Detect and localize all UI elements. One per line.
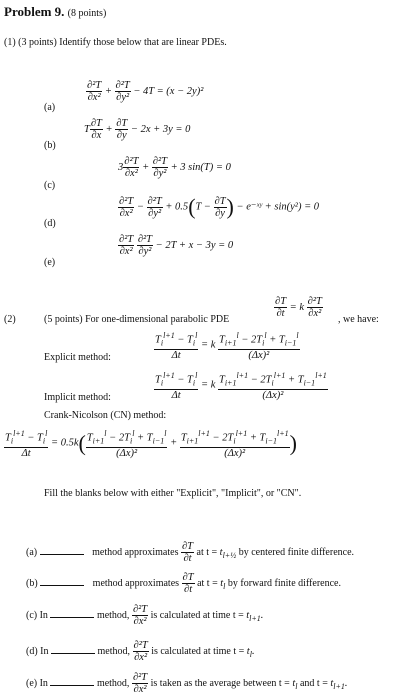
blank-e-text: method, <box>96 677 130 689</box>
cn-coef: = 0.5k <box>50 437 79 449</box>
blank-b-tail: by forward finite difference. <box>227 577 341 589</box>
item-c-label: (c) <box>44 180 56 191</box>
problem-points: (8 points) <box>67 8 107 19</box>
blank-c-row: (c) In method, $\frac{\text{∂²T}}{\text{∂x²}}$ is calculated at time $t = t_{l+1}$. <box>26 604 264 627</box>
blank-a-input[interactable] <box>40 545 84 555</box>
blank-d-input[interactable] <box>51 644 95 654</box>
item-a-rest: − 4T = (x − 2y)² <box>133 85 204 97</box>
explicit-label: Explicit method: <box>44 352 111 363</box>
blank-d-tail: is calculated at time t = <box>151 645 245 657</box>
explicit-equation: $\frac{T_i^{l+1} - T_i^l}{\Delta t}$ = k $\frac{T_{i+1}^l - 2T_i^l + T_{i-1}^l}{\text{(Δx)²}}$ <box>155 331 299 361</box>
blank-c-tail: is calculated at time t = <box>150 609 244 621</box>
blank-a-label: (a) <box>26 546 38 558</box>
item-d-equation: $\frac{\text{∂²T}}{\text{∂x²}}$ − $\frac{\text{∂²T}}{\text{∂y²}}$ + 0.5(T − $\frac{\partial T}{\partial y}$ ) − e⁻ˣʸ + sin(y²) = 0 <box>119 194 320 219</box>
part2-intro-text: (5 points) For one-dimensional parabolic PDE <box>44 314 230 325</box>
item-d-rest2: − e⁻ˣʸ + sin(y²) = 0 <box>236 201 320 213</box>
part2-label: (2) <box>4 314 16 325</box>
blank-a-text: method approximates <box>92 546 179 558</box>
item-d-rest: + 0.5 <box>165 201 189 213</box>
item-b-rest: − 2x + 3y = 0 <box>130 123 191 135</box>
blank-e-tail2: and t = <box>299 677 328 689</box>
blank-c-input[interactable] <box>50 608 94 618</box>
blank-d-text: method, <box>97 645 130 657</box>
item-e-label: (e) <box>44 257 56 268</box>
implicit-label: Implicit method: <box>44 392 111 403</box>
cn-equation: $\frac{T_i^{l+1} - T_i^l}{\Delta t}$ = 0.5k( $\frac{T_{i+1}^l - 2T_i^l + T_{i-1}^l}{\text{(Δx)²}}$ + $\frac{T_{i+1}^{l+1} - 2T_i^{l+1} + T_{i-1}^{l+1}}{\text{(Δx)²}}$ ) <box>5 429 297 459</box>
blank-c-text: method, <box>96 609 130 621</box>
blank-a-tail: by centered finite difference. <box>238 546 355 558</box>
cn-label: Crank-Nicolson (CN) method: <box>44 410 167 421</box>
item-e-rest: − 2T + x − 3y = 0 <box>155 239 234 251</box>
item-e-equation: $\frac{\text{∂²T}}{\text{∂x²}}$ $\frac{\text{∂²T}}{\text{∂y²}}$ − 2T + x − 3y = 0 <box>119 234 234 257</box>
blank-b-label: (b) <box>26 577 38 589</box>
parabolic-pde: $\frac{\partial T}{\partial t}$ = k $\frac{\text{∂²T}}{\text{∂x²}}$ <box>275 296 322 319</box>
item-a-equation: $\frac{\text{∂²T}}{\text{∂x²}}$ + $\frac{\text{∂²T}}{\text{∂y²}}$ − 4T = (x − 2y)² <box>87 80 204 103</box>
item-d-label: (d) <box>44 218 56 229</box>
blank-e-row: (e) In method, $\frac{\text{∂²T}}{\text{∂x²}}$ is taken as the average between $t = t_l$ and $t = t_{l+1}$. <box>26 672 348 695</box>
blank-c-label: (c) In <box>26 609 48 621</box>
part2-intro <box>44 314 229 325</box>
item-c-rest: + 3 sin(T) = 0 <box>170 161 231 173</box>
blank-e-label: (e) In <box>26 677 48 689</box>
problem-title: Problem 9. <box>4 4 65 19</box>
blank-a-row: (a) method approximates $\frac{\partial T}{\partial t}$ at $t = t_{l+\frac{1}{2}}$ by centered finite difference. <box>26 541 355 564</box>
blank-a-at: at t = <box>196 546 218 558</box>
item-a-label: (a) <box>44 102 56 113</box>
blank-b-input[interactable] <box>40 576 84 586</box>
item-b-equation: T $\frac{\partial T}{\partial x}$ + $\frac{\partial T}{\partial y}$ − 2x + 3y = 0 <box>84 118 191 141</box>
item-c-equation: 3 $\frac{\text{∂²T}}{\text{∂x²}}$ + $\frac{\text{∂²T}}{\text{∂y²}}$ + 3 sin(T) = 0 <box>118 156 231 179</box>
part2-intro-end: , we have: <box>338 314 379 325</box>
blank-b-text: method approximates <box>92 577 180 589</box>
part1-heading: (1) (3 points) Identify those below that are linear PDEs. <box>4 37 227 48</box>
blank-e-input[interactable] <box>50 676 94 686</box>
blank-b-at: at t = <box>197 577 218 589</box>
blank-e-tail: is taken as the average between t = <box>150 677 290 689</box>
fill-instructions: Fill the blanks below with either "Explicit", "Implicit", or "CN". <box>44 488 302 499</box>
problem-header <box>4 4 106 20</box>
item-b-label: (b) <box>44 140 56 151</box>
implicit-equation: $\frac{T_i^{l+1} - T_i^l}{\Delta t}$ = k $\frac{T_{i+1}^{l+1} - 2T_i^{l+1} + T_{i-1}^{l+1}}{\text{(Δx)²}}$ <box>155 371 327 401</box>
blank-d-label: (d) In <box>26 645 49 657</box>
blank-b-row: (b) method approximates $\frac{\partial T}{\partial t}$ at $t = t_l$ by forward finite difference. <box>26 572 341 595</box>
blank-d-row: (d) In method, $\frac{\text{∂²T}}{\text{∂x²}}$ is calculated at time $t = t_l$. <box>26 640 255 663</box>
